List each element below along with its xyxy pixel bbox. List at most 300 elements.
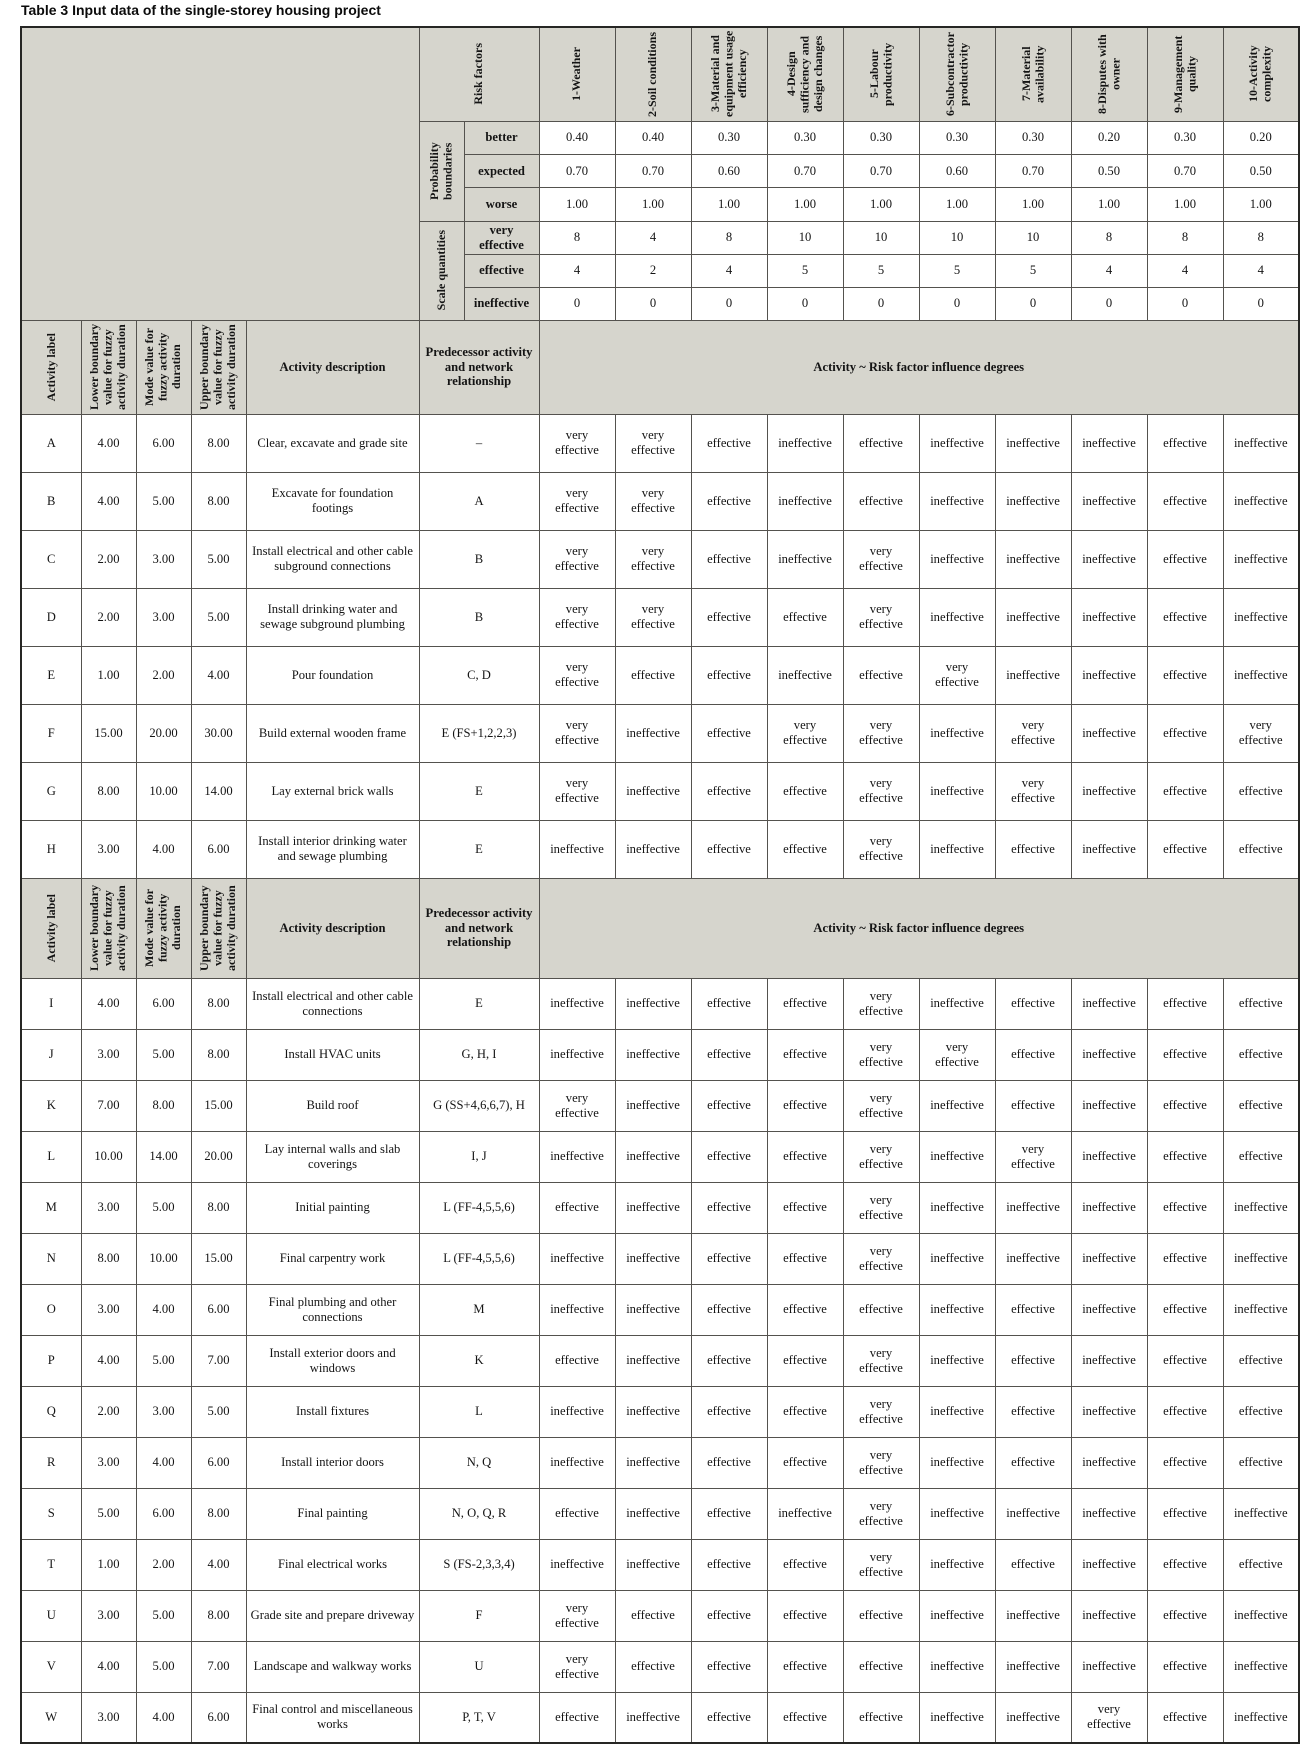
probability-boundaries-label-text: Probability boundaries (427, 142, 455, 200)
mode-value-text: 3.00 (152, 609, 175, 624)
influence-degree (1071, 1386, 1147, 1437)
predecessor (419, 1437, 539, 1488)
influence-degree (1147, 1437, 1223, 1488)
upper-value-text: 8.00 (207, 1506, 230, 1521)
lower-value (81, 1029, 136, 1080)
scale-value-text: 0 (1105, 296, 1113, 311)
influence-degree (539, 1539, 615, 1590)
influence-degree-text: very effective (859, 1498, 903, 1528)
mode-value-text: 8.00 (152, 1098, 175, 1113)
lower-boundary-header-text: Lower boundary value for fuzzy activity duration (87, 884, 129, 972)
upper-value (191, 1488, 246, 1539)
activity-label-text: I (49, 996, 54, 1011)
activity-label (21, 1029, 81, 1080)
lower-value (81, 1590, 136, 1641)
scale-value (691, 287, 767, 320)
influence-degree (615, 704, 691, 762)
influence-degree-text: very effective (859, 718, 903, 747)
influence-degree-text: effective (1163, 1608, 1207, 1623)
influence-degree-text: ineffective (1006, 1506, 1060, 1521)
influence-degree (539, 414, 615, 472)
activity-label-text: U (46, 1608, 56, 1623)
influence-degree-text: effective (1163, 1047, 1207, 1062)
influence-degree (539, 588, 615, 646)
boundary-value-text: 1.00 (1249, 196, 1272, 211)
risk-factors-header (419, 27, 539, 121)
activity-label-text: L (47, 1149, 56, 1164)
upper-value-text: 14.00 (204, 783, 233, 798)
predecessor (419, 414, 539, 472)
influence-degree-text: ineffective (1233, 1709, 1288, 1724)
boundary-label-text: expected (478, 163, 525, 178)
lower-value-text: 4.00 (97, 435, 120, 450)
influence-degree (691, 1386, 767, 1437)
predecessor (419, 1284, 539, 1335)
upper-value-text: 4.00 (207, 667, 230, 682)
influence-degree-text: effective (1163, 996, 1207, 1011)
risk-factor-header (691, 27, 767, 121)
predecessor-text: M (473, 1302, 485, 1317)
upper-value (191, 1182, 246, 1233)
influence-degree (691, 1080, 767, 1131)
influence-degree (843, 1029, 919, 1080)
mode-value (136, 978, 191, 1029)
influence-degree (1147, 414, 1223, 472)
influence-degree (843, 1488, 919, 1539)
upper-value-text: 8.00 (207, 435, 230, 450)
influence-degree-text: ineffective (1006, 1659, 1060, 1674)
influence-degree-text: very effective (859, 1192, 903, 1222)
influence-degree (843, 978, 919, 1029)
boundary-label (464, 121, 539, 154)
boundary-label-text: better (485, 130, 518, 145)
influence-degree (1147, 1488, 1223, 1539)
influence-degree-text: ineffective (1082, 435, 1136, 450)
mode-value (136, 1692, 191, 1743)
lower-value-text: 4.00 (97, 996, 120, 1011)
influence-degree-text: effective (1011, 1047, 1055, 1062)
upper-value-text: 15.00 (204, 1251, 233, 1266)
influence-degree (691, 1335, 767, 1386)
upper-value-text: 6.00 (207, 841, 230, 856)
mode-value (136, 1590, 191, 1641)
influence-degree-text: ineffective (1082, 1047, 1136, 1062)
predecessor-text: I, J (471, 1149, 487, 1164)
lower-value-text: 1.00 (97, 667, 120, 682)
mode-value (136, 588, 191, 646)
activity-label (21, 472, 81, 530)
influence-degree-text: very effective (935, 660, 979, 689)
boundary-value-text: 0.60 (945, 163, 969, 178)
influence-degree (995, 1233, 1071, 1284)
influence-degree-text: effective (783, 1047, 827, 1062)
lower-value-text: 3.00 (97, 1608, 120, 1623)
influence-degree (919, 1182, 995, 1233)
influence-degree-text: ineffective (1082, 996, 1136, 1011)
activity-label-text: C (47, 551, 56, 566)
influence-degree-text: ineffective (778, 551, 832, 566)
activity-description-text: Install interior drinking water and sewage plumbing (258, 834, 407, 863)
influence-degree-text: very effective (859, 1243, 903, 1273)
influence-degree (843, 1131, 919, 1182)
scale-value-text: 0 (1181, 296, 1189, 311)
boundary-value-text: 0.40 (565, 130, 589, 145)
influence-degree (1147, 978, 1223, 1029)
scale-value (995, 221, 1071, 254)
scale-value-text: 0 (573, 296, 581, 311)
influence-degree (539, 1080, 615, 1131)
influence-degree (767, 1590, 843, 1641)
influence-degree-text: effective (783, 1404, 827, 1419)
influence-degree-text: very effective (555, 428, 599, 457)
influence-degree-text: ineffective (1006, 551, 1060, 566)
influence-degree (539, 1386, 615, 1437)
influence-degree-text: effective (1163, 435, 1207, 450)
lower-value (81, 1692, 136, 1743)
influence-degree-text: effective (707, 1659, 751, 1674)
activity-label (21, 1692, 81, 1743)
upper-value-text: 5.00 (207, 609, 230, 624)
boundary-value-text: 1.00 (565, 196, 589, 211)
influence-degree-text: effective (707, 1149, 751, 1164)
predecessor-text: L (FF-4,5,5,6) (443, 1251, 515, 1266)
risk-factor-header (995, 27, 1071, 121)
influence-degrees-header-text: Activity ~ Risk factor influence degrees (813, 359, 1025, 374)
influence-degree (691, 1182, 767, 1233)
influence-degree (1071, 646, 1147, 704)
influence-degree (691, 1131, 767, 1182)
activity-description-text: Install interior doors (281, 1455, 384, 1470)
influence-degree-text: ineffective (626, 1251, 680, 1266)
influence-degree (919, 588, 995, 646)
predecessor-text: N, Q (466, 1455, 492, 1470)
influence-degree-text: very effective (859, 1345, 903, 1375)
lower-value-text: 2.00 (97, 551, 120, 566)
influence-degree-text: effective (1011, 1302, 1055, 1317)
influence-degree (995, 530, 1071, 588)
influence-degree-text: effective (1163, 1404, 1207, 1419)
influence-degree (767, 1284, 843, 1335)
influence-degree-text: ineffective (930, 609, 984, 624)
influence-degree (615, 1335, 691, 1386)
activity-description (246, 1080, 419, 1131)
influence-degree-text: ineffective (1233, 1200, 1288, 1215)
influence-degree (539, 530, 615, 588)
activity-label-text: R (47, 1455, 56, 1470)
scale-label-text: very effective (479, 222, 524, 252)
influence-degree-text: ineffective (1233, 1659, 1288, 1674)
influence-degree (843, 820, 919, 878)
mode-value-header-text: Mode value for fuzzy activity duration (142, 328, 184, 406)
influence-degree-text: ineffective (550, 1557, 604, 1572)
influence-degree-text: ineffective (1082, 1557, 1136, 1572)
boundary-value-text: 0.30 (793, 130, 817, 145)
lower-value-text: 3.00 (97, 1709, 120, 1724)
influence-degree (995, 1641, 1071, 1692)
influence-degree (1223, 1080, 1299, 1131)
boundary-value (767, 154, 843, 187)
influence-degree-text: very effective (935, 1039, 979, 1069)
influence-degree (767, 472, 843, 530)
influence-degree-text: ineffective (1233, 551, 1288, 566)
scale-value-text: 0 (877, 296, 885, 311)
scale-label (464, 287, 539, 320)
influence-degree (1223, 588, 1299, 646)
risk-factor-header (843, 27, 919, 121)
mode-value (136, 704, 191, 762)
scale-value-text: 5 (877, 263, 885, 278)
activity-description (246, 1641, 419, 1692)
influence-degree (691, 1539, 767, 1590)
influence-degree (767, 1080, 843, 1131)
scale-value (539, 221, 615, 254)
influence-degree (995, 978, 1071, 1029)
mode-value-text: 3.00 (152, 551, 175, 566)
activity-description-text: Landscape and walkway works (253, 1659, 412, 1674)
influence-degree-text: ineffective (930, 1149, 984, 1164)
influence-degree-text: effective (783, 996, 827, 1011)
upper-value-text: 6.00 (207, 1455, 230, 1470)
influence-degree-text: effective (783, 1302, 827, 1317)
predecessor-text: N, O, Q, R (451, 1506, 507, 1521)
scale-label (464, 254, 539, 287)
input-data-table (20, 26, 1300, 1744)
influence-degree (843, 646, 919, 704)
influence-degree (539, 1182, 615, 1233)
influence-degree-text: effective (707, 1353, 751, 1368)
influence-degree (1223, 1692, 1299, 1743)
boundary-value-text: 1.00 (1021, 196, 1045, 211)
predecessor (419, 1539, 539, 1590)
risk-factor-header (1147, 27, 1223, 121)
influence-degree (691, 414, 767, 472)
lower-boundary-header (81, 878, 136, 978)
influence-degree (1223, 762, 1299, 820)
influence-degree (615, 646, 691, 704)
influence-degree (539, 820, 615, 878)
risk-factor-header-text: 7-Material availability (1018, 45, 1046, 103)
influence-degree-text: effective (783, 1659, 827, 1674)
upper-value-text: 8.00 (207, 1047, 230, 1062)
influence-degree (995, 1692, 1071, 1743)
activity-description-text: Excavate for foundation footings (271, 486, 394, 515)
mode-value-text: 5.00 (152, 1353, 175, 1368)
influence-degree-text: effective (1163, 493, 1207, 508)
influence-degree (1223, 1131, 1299, 1182)
activity-description-text: Final carpentry work (279, 1251, 386, 1266)
risk-factor-header (767, 27, 843, 121)
influence-degree (843, 704, 919, 762)
activity-description (246, 1692, 419, 1743)
influence-degree-text: ineffective (778, 667, 832, 682)
boundary-value-text: 1.00 (945, 196, 969, 211)
influence-degree (1071, 414, 1147, 472)
influence-degree-text: ineffective (930, 1659, 984, 1674)
influence-degree-text: effective (707, 1557, 751, 1572)
influence-degree (843, 1692, 919, 1743)
influence-degree-text: effective (783, 1455, 827, 1470)
influence-degree-text: effective (1011, 996, 1055, 1011)
mode-value (136, 414, 191, 472)
activity-label (21, 530, 81, 588)
influence-degree (767, 1692, 843, 1743)
upper-value (191, 588, 246, 646)
mode-value-text: 4.00 (152, 1302, 175, 1317)
influence-degree (995, 1131, 1071, 1182)
upper-value-text: 5.00 (207, 551, 230, 566)
influence-degree (767, 1182, 843, 1233)
influence-degree-text: effective (859, 1709, 903, 1724)
boundary-value (843, 121, 919, 154)
upper-value (191, 762, 246, 820)
boundary-value-text: 0.30 (1173, 130, 1197, 145)
influence-degree (1147, 588, 1223, 646)
influence-degree (1223, 1539, 1299, 1590)
influence-degree (919, 1641, 995, 1692)
table-caption-number: Table 3 (21, 2, 69, 18)
activity-label (21, 820, 81, 878)
influence-degree (1223, 1590, 1299, 1641)
influence-degree (767, 1233, 843, 1284)
influence-degree (767, 1131, 843, 1182)
influence-degree (539, 704, 615, 762)
influence-degree (1147, 472, 1223, 530)
influence-degree (843, 1335, 919, 1386)
boundary-value-text: 0.20 (1097, 130, 1121, 145)
influence-degree-text: very effective (783, 718, 827, 747)
scale-value (691, 254, 767, 287)
boundary-value (1223, 154, 1299, 187)
upper-value (191, 1284, 246, 1335)
activity-label-text: M (45, 1200, 57, 1215)
upper-boundary-header (191, 878, 246, 978)
boundary-value-text: 0.20 (1249, 130, 1272, 145)
boundary-value-text: 0.70 (869, 163, 893, 178)
predecessor-header (419, 320, 539, 414)
influence-degree-text: ineffective (1006, 435, 1060, 450)
influence-degree (615, 820, 691, 878)
upper-boundary-header (191, 320, 246, 414)
influence-degree-text: effective (707, 1608, 751, 1623)
activity-label-text: Q (46, 1404, 56, 1419)
activity-description (246, 762, 419, 820)
scale-label-text: ineffective (473, 296, 530, 311)
influence-degree-text: ineffective (1082, 783, 1136, 798)
activity-description-text: Final control and miscellaneous works (252, 1702, 413, 1732)
activity-label-text: G (46, 783, 56, 798)
influence-degree-text: ineffective (930, 1709, 984, 1724)
mode-value-text: 2.00 (152, 667, 175, 682)
influence-degree-text: effective (1163, 551, 1207, 566)
lower-value (81, 1284, 136, 1335)
predecessor-text: E (475, 841, 483, 856)
boundary-value (1071, 154, 1147, 187)
scale-value (691, 221, 767, 254)
scale-value-text: 0 (953, 296, 961, 311)
influence-degree (767, 978, 843, 1029)
influence-degree-text: ineffective (930, 435, 984, 450)
lower-value-text: 3.00 (97, 1455, 120, 1470)
influence-degree (1071, 1437, 1147, 1488)
predecessor (419, 820, 539, 878)
activity-description (246, 820, 419, 878)
mode-value (136, 1386, 191, 1437)
boundary-value (1147, 188, 1223, 221)
scale-label (464, 221, 539, 254)
activity-label (21, 978, 81, 1029)
scale-value (1147, 254, 1223, 287)
upper-value (191, 1692, 246, 1743)
mode-value (136, 1029, 191, 1080)
influence-degree (919, 1029, 995, 1080)
mode-value-text: 6.00 (152, 996, 175, 1011)
scale-value-text: 8 (1257, 230, 1264, 245)
influence-degree-text: ineffective (930, 551, 984, 566)
influence-degree-text: ineffective (930, 783, 984, 798)
lower-value-text: 3.00 (97, 1302, 120, 1317)
scale-value-text: 8 (1105, 230, 1113, 245)
predecessor (419, 704, 539, 762)
mode-value-text: 4.00 (152, 1455, 175, 1470)
influence-degree-text: ineffective (626, 1098, 680, 1113)
risk-factor-header-text: 1-Weather (569, 47, 584, 102)
influence-degree-text: ineffective (1082, 1404, 1136, 1419)
activity-label-header-text: Activity label (43, 893, 58, 963)
influence-degree (767, 1641, 843, 1692)
mode-value-text: 20.00 (149, 725, 178, 740)
scale-value-text: 8 (573, 230, 581, 245)
scale-value (995, 254, 1071, 287)
boundary-value-text: 0.70 (1173, 163, 1197, 178)
empty-corner (21, 27, 419, 320)
influence-degree (1147, 1284, 1223, 1335)
influence-degree-text: effective (859, 667, 903, 682)
influence-degree (1147, 704, 1223, 762)
influence-degree (995, 704, 1071, 762)
mode-value (136, 1284, 191, 1335)
activity-description (246, 1437, 419, 1488)
predecessor (419, 646, 539, 704)
influence-degree-text: ineffective (550, 1404, 604, 1419)
influence-degree (1147, 1641, 1223, 1692)
activity-description (246, 978, 419, 1029)
activity-label-text: V (46, 1659, 56, 1674)
lower-value-text: 4.00 (97, 1353, 120, 1368)
influence-degree-text: ineffective (1006, 1251, 1060, 1266)
scale-value (539, 254, 615, 287)
boundary-value (615, 121, 691, 154)
influence-degree (1147, 1182, 1223, 1233)
influence-degree (995, 646, 1071, 704)
activity-label-text: W (45, 1709, 58, 1724)
scale-value-text: 4 (1105, 263, 1113, 278)
influence-degree (767, 1029, 843, 1080)
lower-value (81, 1233, 136, 1284)
influence-degree (615, 1233, 691, 1284)
influence-degree-text: ineffective (626, 1302, 680, 1317)
influence-degree (1147, 1386, 1223, 1437)
boundary-value-text: 1.00 (717, 196, 741, 211)
scale-value-text: 4 (1257, 263, 1264, 278)
influence-degree-text: ineffective (1082, 725, 1136, 740)
influence-degree (691, 588, 767, 646)
boundary-label (464, 188, 539, 221)
influence-degree-text: effective (1163, 667, 1207, 682)
influence-degree (919, 1284, 995, 1335)
influence-degree (691, 978, 767, 1029)
influence-degree-text: ineffective (1006, 1200, 1060, 1215)
predecessor (419, 1080, 539, 1131)
